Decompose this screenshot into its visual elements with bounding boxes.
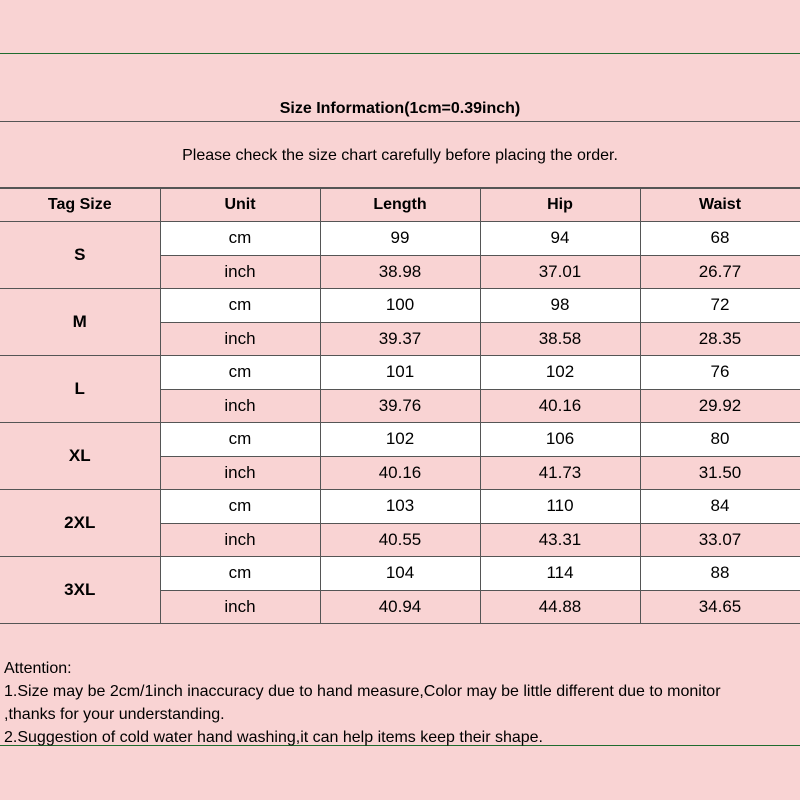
table-row bbox=[0, 222, 800, 256]
length-cell: 40.16 bbox=[320, 456, 480, 490]
length-cell: 38.98 bbox=[320, 255, 480, 289]
table-row bbox=[0, 490, 800, 524]
hip-cell: 98 bbox=[480, 289, 640, 323]
waist-cell: 26.77 bbox=[640, 255, 800, 289]
waist-cell: 76 bbox=[640, 356, 800, 390]
size-table-body bbox=[0, 222, 800, 624]
attention-notes bbox=[4, 657, 800, 749]
unit-cell: cm bbox=[160, 289, 320, 323]
length-cell: 103 bbox=[320, 490, 480, 524]
size-table bbox=[0, 188, 800, 624]
hip-cell: 110 bbox=[480, 490, 640, 524]
length-cell: 40.94 bbox=[320, 590, 480, 624]
tag-size-cell: L bbox=[0, 356, 160, 423]
hip-cell: 94 bbox=[480, 222, 640, 256]
table-header-row bbox=[0, 189, 800, 222]
header-tag-size: Tag Size bbox=[0, 189, 160, 222]
length-cell: 39.37 bbox=[320, 322, 480, 356]
waist-cell: 80 bbox=[640, 423, 800, 457]
notice-row bbox=[0, 122, 800, 188]
table-row bbox=[0, 557, 800, 591]
unit-cell: inch bbox=[160, 322, 320, 356]
hip-cell: 41.73 bbox=[480, 456, 640, 490]
unit-cell: inch bbox=[160, 523, 320, 557]
hip-cell: 37.01 bbox=[480, 255, 640, 289]
tag-size-cell: M bbox=[0, 289, 160, 356]
length-cell: 40.55 bbox=[320, 523, 480, 557]
waist-cell: 72 bbox=[640, 289, 800, 323]
tag-size-cell: S bbox=[0, 222, 160, 289]
unit-cell: cm bbox=[160, 490, 320, 524]
table-row bbox=[0, 423, 800, 457]
unit-cell: cm bbox=[160, 423, 320, 457]
waist-cell: 68 bbox=[640, 222, 800, 256]
length-cell: 102 bbox=[320, 423, 480, 457]
hip-cell: 106 bbox=[480, 423, 640, 457]
waist-cell: 33.07 bbox=[640, 523, 800, 557]
hip-cell: 44.88 bbox=[480, 590, 640, 624]
attention-line: ,thanks for your understanding. bbox=[4, 706, 225, 723]
waist-cell: 31.50 bbox=[640, 456, 800, 490]
waist-cell: 28.35 bbox=[640, 322, 800, 356]
header-unit: Unit bbox=[160, 189, 320, 222]
attention-heading: Attention: bbox=[4, 660, 72, 677]
table-row bbox=[0, 289, 800, 323]
hip-cell: 114 bbox=[480, 557, 640, 591]
unit-cell: cm bbox=[160, 356, 320, 390]
hip-cell: 40.16 bbox=[480, 389, 640, 423]
table-row bbox=[0, 356, 800, 390]
length-cell: 104 bbox=[320, 557, 480, 591]
hip-cell: 38.58 bbox=[480, 322, 640, 356]
waist-cell: 34.65 bbox=[640, 590, 800, 624]
size-chart-sheet bbox=[0, 53, 800, 746]
unit-cell: inch bbox=[160, 590, 320, 624]
unit-cell: cm bbox=[160, 557, 320, 591]
waist-cell: 29.92 bbox=[640, 389, 800, 423]
attention-line: 1.Size may be 2cm/1inch inaccuracy due to hand measure,Color may be little different due to monitor bbox=[4, 683, 721, 700]
tag-size-cell: 3XL bbox=[0, 557, 160, 624]
length-cell: 39.76 bbox=[320, 389, 480, 423]
length-cell: 99 bbox=[320, 222, 480, 256]
tag-size-cell: 2XL bbox=[0, 490, 160, 557]
header-length: Length bbox=[320, 189, 480, 222]
header-waist: Waist bbox=[640, 189, 800, 222]
hip-cell: 43.31 bbox=[480, 523, 640, 557]
tag-size-cell: XL bbox=[0, 423, 160, 490]
header-hip: Hip bbox=[480, 189, 640, 222]
waist-cell: 88 bbox=[640, 557, 800, 591]
title-row bbox=[0, 54, 800, 122]
chart-title: Size Information(1cm=0.39inch) bbox=[279, 100, 521, 117]
unit-cell: cm bbox=[160, 222, 320, 256]
attention-line: 2.Suggestion of cold water hand washing,it can help items keep their shape. bbox=[4, 729, 543, 746]
unit-cell: inch bbox=[160, 255, 320, 289]
waist-cell: 84 bbox=[640, 490, 800, 524]
length-cell: 101 bbox=[320, 356, 480, 390]
notice-text: Please check the size chart carefully before placing the order. bbox=[182, 147, 618, 164]
length-cell: 100 bbox=[320, 289, 480, 323]
unit-cell: inch bbox=[160, 389, 320, 423]
unit-cell: inch bbox=[160, 456, 320, 490]
hip-cell: 102 bbox=[480, 356, 640, 390]
